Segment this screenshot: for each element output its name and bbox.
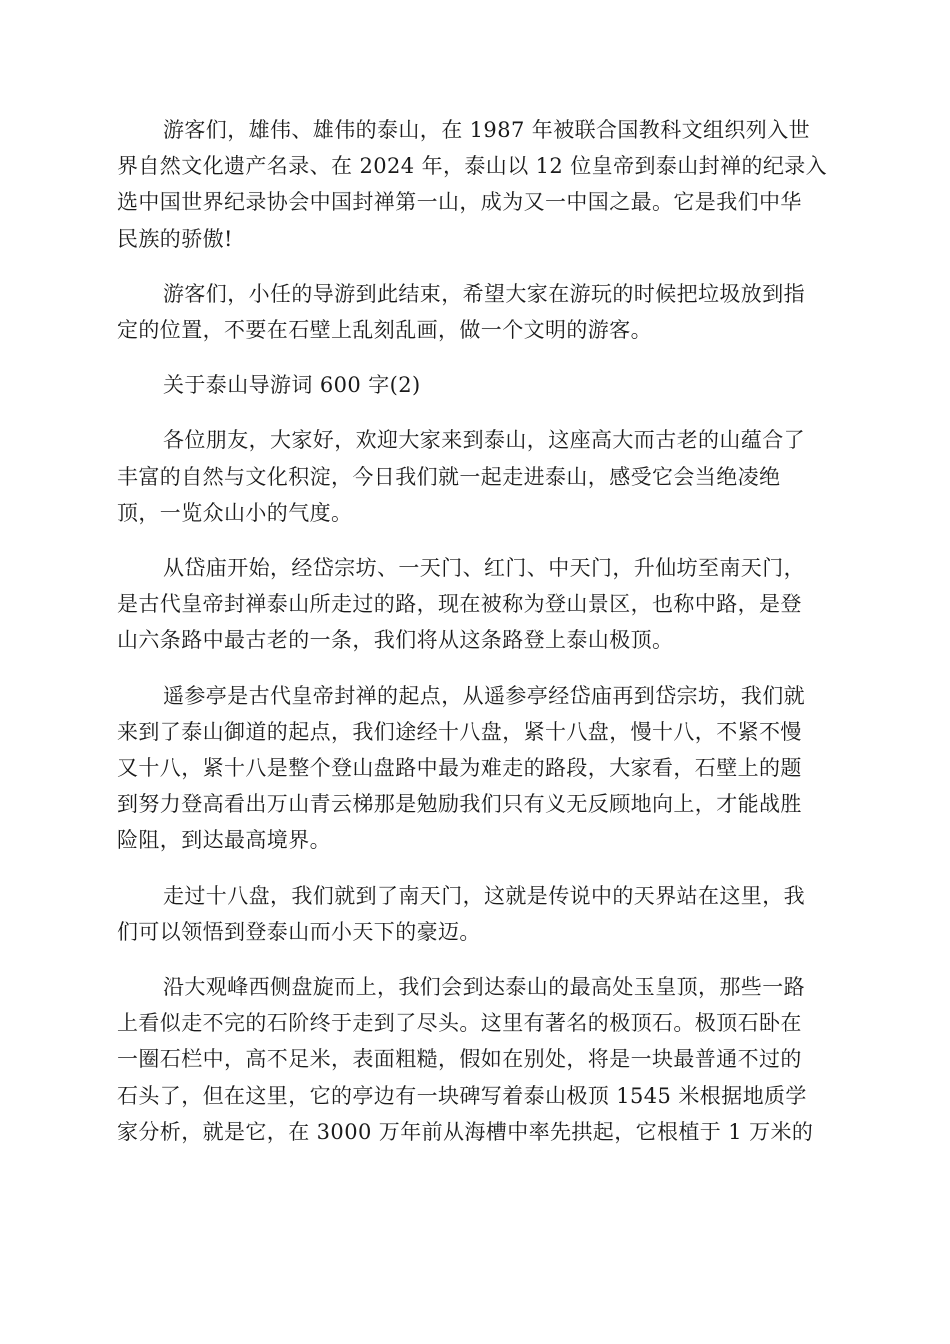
paragraph-text (117, 678, 833, 859)
document-page (117, 112, 833, 1169)
paragraph-4 (117, 550, 833, 659)
text-line: 走过十八盘，我们就到了南天门，这就是传说中的天界站在这里，我 (163, 883, 805, 908)
paragraph-6 (117, 878, 833, 950)
text-line: 选中国世界纪录协会中国封禅第一山，成为又一中国之最。它是我们中华 (117, 190, 802, 215)
text-line: 从岱庙开始，经岱宗坊、一天门、红门、中天门，升仙坊至南天门， (163, 556, 805, 581)
paragraph-5 (117, 678, 833, 859)
paragraph-3 (117, 422, 833, 531)
text-line: 遥参亭是古代皇帝封禅的起点，从遥参亭经岱庙再到岱宗坊，我们就 (163, 683, 805, 708)
text-line: 又十八，紧十八是整个登山盘路中最为难走的路段，大家看，石壁上的题 (117, 756, 802, 781)
text-line: 各位朋友，大家好，欢迎大家来到泰山，这座高大而古老的山蕴合了 (163, 428, 805, 453)
text-line: 界自然文化遗产名录、在 2024 年，泰山以 12 位皇帝到泰山封禅的纪录入 (117, 154, 828, 179)
paragraph-text (117, 878, 833, 950)
text-line: 游客们，小任的导游到此结束，希望大家在游玩的时候把垃圾放到指 (163, 281, 805, 306)
paragraph-2 (117, 276, 833, 348)
paragraph-1 (117, 112, 833, 257)
section-heading: 关于泰山导游词 600 字(2) (163, 373, 421, 398)
text-line: 来到了泰山御道的起点，我们途经十八盘，紧十八盘，慢十八，不紧不慢 (117, 719, 802, 744)
paragraph-text (117, 969, 833, 1150)
text-line: 民族的骄傲! (117, 226, 233, 251)
text-line: 险阻，到达最高境界。 (117, 828, 331, 853)
paragraph-text (117, 550, 833, 659)
text-line: 家分析，就是它，在 3000 万年前从海槽中率先拱起，它根植于 1 万米的 (117, 1119, 814, 1144)
text-line: 们可以领悟到登泰山而小天下的豪迈。 (117, 919, 481, 944)
paragraph-7 (117, 969, 833, 1150)
text-line: 山六条路中最古老的一条，我们将从这条路登上泰山极顶。 (117, 628, 674, 653)
paragraph-text (117, 422, 833, 531)
text-line: 是古代皇帝封禅泰山所走过的路，现在被称为登山景区，也称中路，是登 (117, 592, 802, 617)
text-line: 石头了，但在这里，它的亭边有一块碑写着泰山极顶 1545 米根据地质学 (117, 1083, 807, 1108)
paragraph-text (117, 276, 833, 348)
text-line: 上看似走不完的石阶终于走到了尽头。这里有著名的极顶石。极顶石卧在 (117, 1011, 802, 1036)
text-line: 顶，一览众山小的气度。 (117, 500, 353, 525)
text-line: 一圈石栏中，高不足米，表面粗糙，假如在别处，将是一块最普通不过的 (117, 1047, 802, 1072)
text-line: 沿大观峰西侧盘旋而上，我们会到达泰山的最高处玉皇顶，那些一路 (163, 975, 805, 1000)
paragraph-text (117, 112, 833, 257)
text-line: 丰富的自然与文化积淀，今日我们就一起走进泰山，感受它会当绝凌绝 (117, 464, 781, 489)
text-line: 游客们，雄伟、雄伟的泰山，在 1987 年被联合国教科文组织列入世 (163, 118, 810, 142)
text-line: 到努力登高看出万山青云梯那是勉励我们只有义无反顾地向上，才能战胜 (117, 792, 802, 817)
text-line: 定的位置，不要在石壁上乱刻乱画，做一个文明的游客。 (117, 318, 652, 343)
